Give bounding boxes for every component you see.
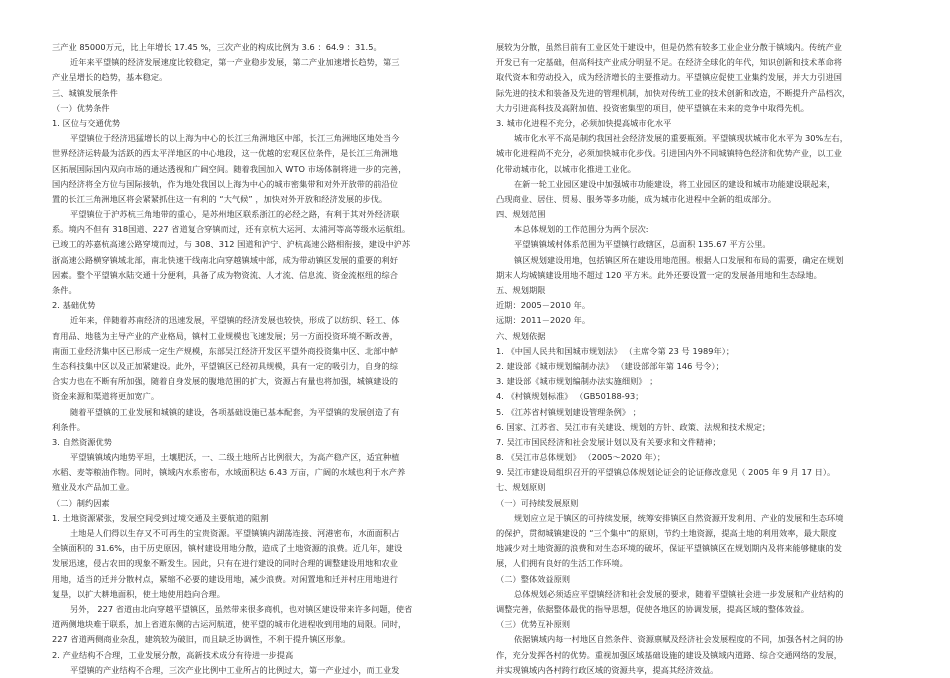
text-line: 227 省道两侧商业杂乱，建筑较为破旧，而且缺乏协调性，不利于提升镇区形象。 [52,634,351,645]
text-line: 置的长江三角洲地区将会紧紧抓住这一有利的 “大气候” ，加快对外开放和经济发展的步伐。 [52,193,388,204]
text-line: 作，充分发挥各村的优势。重视加强区域基础设施的建设及镇域内道路、综合交通网络的发展， [496,649,842,660]
text-line: 资金来源和渠道将更加宽广。 [52,391,160,402]
text-line: 四、规划范围 [496,209,546,220]
text-line: 期末人均城镇建设用地不超过 120 平方米。此外还要设置一定的发展备用地和生态绿地。 [496,269,822,280]
text-line: 6. 国家、江苏省、吴江市有关建设、规划的方针、政策、法规和技术规定； [496,421,771,432]
text-line: 平望镇的产业结构不合理，三次产业比例中工业所占的比例过大，第一产业过小，而工业发 [70,664,400,675]
text-line: 生态科技集中区以及正加紧建设。此外，平望镇区已经初具规模，具有一定的吸引力，自身的综 [52,360,398,371]
text-line: 总体规划必须适应平望镇经济和社会发展的要求，随着平望镇社会进一步发展和产业结构的 [514,588,844,599]
text-line: 2. 建设部《城市规划编制办法》 （建设部部年第 146 号令）； [496,360,724,371]
text-line: 产业呈增长的趋势，基本稳定。 [52,72,168,83]
text-line: 土地是人们得以生存又不可再生的宝贵资源。平望镇镇内湖荡连接、河港密布，水面面积占 [70,528,400,538]
text-line: 展，人们拥有良好的生活工作环境。 [496,558,628,569]
text-line: 城市化进程尚不充分，必须加快城市化步伐。引进国内外不同城镇特色经济和优势产业，以工业 [496,148,842,159]
text-line: 远期：2011－2020 年。 [496,315,591,326]
text-line: 水稻、麦等粮油作物。同时，镇域内水系密布，水域面积达 6.43 万亩，广阔的水域也利于水产养 [52,467,406,478]
right-column [496,40,916,678]
text-line: 条件。 [52,285,77,295]
text-line: 殖业及水产品加工业。 [52,482,135,493]
text-line: 2. 基础优势 [52,300,96,311]
text-line: 育用品、地毯为主导产业的产业格局，镇村工业规模也飞速发展；另一方面投资环境不断改善， [52,330,398,341]
text-line: 1. 区位与交通优势 [52,117,121,128]
text-line: 际先进的技术和装备及先进的管理机制，加快对传统工业的技术创新和改造，不断提升产品档次， [496,87,851,98]
text-line: 三、城镇发展条件 [52,87,118,98]
text-line: 3. 建设部《城市规划编制办法实施细则》 ； [496,376,658,387]
text-line: （一）优势条件 [52,102,110,113]
text-line: 平望镇镇域村体系范围为平望镇行政辖区，总面积 135.67 平方公里。 [514,239,771,250]
left-column [52,40,472,678]
text-line: 5. 《江苏省村镇规划建设管理条例》 ； [496,406,642,417]
text-line: 化带动城市化，以城市化推进工业化。 [496,163,637,174]
text-line: 近年来平望镇的经济发展速度比较稳定，第一产业稳步发展，第二产业加速增长趋势，第三 [70,57,400,68]
text-line: 规划应立足于镇区的可持续发展，统筹安排镇区自然资源开发利用、产业的发展和生态环境 [514,512,844,523]
text-line: 开发已有一定基础，但高科技产业成分明显不足。在经济全球化的年代，知识创新和技术革命将 [496,57,842,68]
text-line: 已竣工的苏嘉杭高速公路穿境而过，与 308、312 国道和沪宁、沪杭高速公路相衔接，建设中沪苏 [52,239,411,250]
text-line: 利条件。 [52,421,85,432]
text-line: 在新一轮工业园区建设中加强城市功能建设，将工业园区的建设和城市功能建设联起来， [514,178,836,189]
text-line: 因素。整个平望镇水陆交通十分便利，具备了成为物资流、人才流、信息流、资金流枢纽的综合 [52,269,398,280]
text-line: 五、规划期限 [496,285,546,295]
text-line: 全镇面积的 31.6%，由于历史原因，镇村建设用地分散，造成了土地资源的浪费。近几年，建设 [52,543,403,554]
text-line: 国内经济将全方位与国际接轨，作为地处我国以上海为中心的城市密集带和对外开放带的前沿位 [52,178,398,189]
text-line: 1. 《中国人民共和国城市规划法》 （主席令第 23 号 1989年）； [496,345,735,356]
text-line: 8. 《吴江市总体规划》 （2005～2020 年）； [496,452,666,463]
text-line: 合实力也在不断有所加强，随着自身发展的腹地范围的扩大，资源占有量也将加强，城镇建设的 [52,376,398,387]
text-line: 区拓展国际国内双向市场的通达透视和广阔空间。随着我国加入 WTO 市场体制将进一步的完善， [52,163,407,174]
text-line: 平望镇位于经济迅猛增长的以上海为中心的长江三角洲地区中部，长江三角洲地区地处当今 [70,133,400,144]
text-line: （一）可持续发展原则 [496,497,579,508]
text-line: 系。境内不但有 318国道、227 省道复合穿镇而过，还有京杭大运河、太浦河等高等级水运航组。 [52,224,411,235]
text-line: 浙高速公路横穿镇域北部，南北快速干线南北向穿越镇域中部，成为带动镇区发展的重要的利好 [52,254,398,265]
text-line: 城市化水平不高是制约我国社会经济发展的重要瓶颈。平望镇现状城市化水平为 30%左右， [514,133,849,144]
text-line: 大力引进高科技及高附加值、投资密集型的项目，使平望镇在未来的竞争中取得先机。 [496,102,810,113]
text-line: （二）整体效益原则 [496,573,571,584]
text-line: 4. 《村镇规划标准》 （GB50188-93； [496,391,644,402]
text-line: 用地，适当的迁并分散村点，紧缩不必要的建设用地，减少浪费。对闲置地和迁并村庄用地进行 [52,573,398,584]
text-line: 2. 产业结构不合理，工业发展分散，高新技术成分有待进一步提高 [52,649,294,660]
text-line: 镇区规划建设用地，包括镇区所在建设用地范围。根据人口发展和布局的需要，确定在规划 [514,254,844,265]
text-line: 发展迅速，侵占农田的现象不断发生。因此，只有在进行建设的同时合理的调整建设用地和农业 [52,558,398,569]
text-line: 本总体规划的工作范围分为两个层次: [514,224,649,235]
text-line: 7. 吴江市国民经济和社会发展计划以及有关要求和文件精神； [496,436,721,447]
text-line: 世界经济运转最为活跃的西太平洋地区的中心地段，这一优越的宏观区位条件，是长江三角洲地 [52,148,398,159]
text-line: 三产业 85000万元，比上年增长 17.45 %，三次产业的构成比例为 3.6 ：64.9 ：31.5。 [52,42,382,52]
text-line: 复垦，以扩大耕地面积，使土地使用趋向合理。 [52,588,225,599]
text-line: 的保护，贯彻城镇建设的 “三个集中”的原则，节约土地资源，提高土地的利用效率，最大限度 [496,528,837,538]
text-line: 3. 自然资源优势 [52,436,112,447]
text-line: 展较为分散，虽然目前有工业区处于建设中，但是仍然有较多工业企业分散于镇域内。传统产业 [496,42,842,52]
text-line: 依据镇域内每一村地区自然条件、资源禀赋及经济社会发展程度的不同，加强各村之间的协 [514,634,844,645]
text-line: 9. 吴江市建设局组织召开的平望镇总体规划论证会的论证修改意见（ 2005 年 9 月 17 日）。 [496,467,836,478]
text-line: 地减少对土地资源的浪费和对生态环境的破坏，保证平望镇镇区在规划期内及将来能够健康的发 [496,543,842,554]
text-line: 道两侧地块难于联系，加上省道东侧的古运河航道，使平望的城市化进程收到用地的局限。同时， [52,619,407,630]
text-line: 3. 城市化进程不充分，必须加快提高城市化水平 [496,117,672,128]
text-line: 南面工业经济集中区已形成一定生产规模，东部吴江经济开发区平望外商投资集中区、北部中鲈 [52,345,398,356]
text-line: 1. 土地资源紧张，发展空间受到过境交通及主要航道的阻割 [52,512,269,523]
text-line: 另外， 227 省道由北向穿越平望镇区，虽然带来很多商机，也对镇区建设带来许多问题，使省 [70,603,413,614]
text-line: 近期：2005－2010 年。 [496,300,591,311]
text-line: 并实现镇域内各村跨行政区域的资源共享，提高其经济效益。 [496,664,719,675]
text-line: 七、规划原则 [496,482,546,493]
text-line: 调整完善，依据整体最优的指导思想，促使各地区的协调发展，提高区域的整体效益。 [496,603,810,614]
text-line: 凸现商业、居住、贸易、服务等多功能，成为城市化进程中全新的组成部分。 [496,193,777,204]
text-line: （三）优势互补原则 [496,619,571,630]
text-line: 近年来，伴随着苏南经济的迅速发展，平望镇的经济发展也较快，形成了以纺织、轻工、体 [70,315,400,326]
text-line: 平望镇镇域内地势平坦，土壤肥沃，一、二级土地所占比例很大，为高产稳产区，适宜种植 [70,452,400,463]
text-line: 六、规划依据 [496,330,546,341]
text-line: 取代资本和劳动投入，成为经济增长的主要推动力。平望镇应促使工业集约发展，并大力引进国 [496,72,842,83]
text-line: 平望镇位于沪苏杭三角地带的重心，是苏州地区联系浙江的必经之路，有利于其对外经济联 [70,209,400,220]
text-line: （二）制约因素 [52,497,110,508]
text-line: 随着平望镇的工业发展和城镇的建设，各项基础设施已基本配套，为平望镇的发展创造了有 [70,406,400,417]
